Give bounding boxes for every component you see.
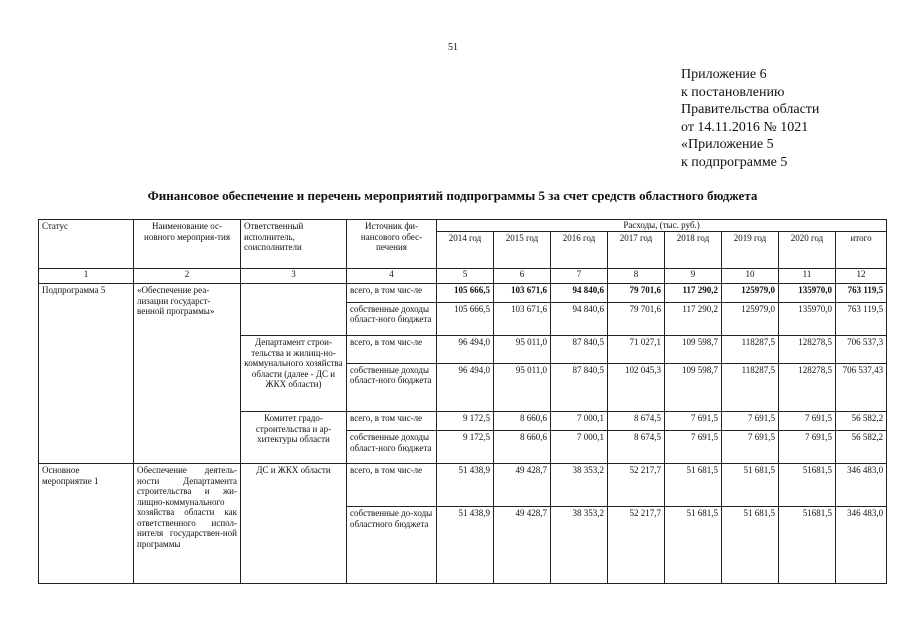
amount-cell: 7 691,5	[722, 431, 779, 464]
amount-cell: 95 011,0	[494, 363, 551, 412]
amount-cell: 7 691,5	[779, 412, 836, 431]
header-row	[39, 220, 887, 232]
executor-cell: Департамент строи-тельства и жилищ-но-коммунального хозяйства области (далее - ДС и ЖКХ области)	[241, 336, 347, 412]
amount-cell: 706 537,3	[836, 336, 887, 364]
amount-cell: 51 438,9	[437, 507, 494, 584]
amount-cell: 7 000,1	[551, 412, 608, 431]
amount-cell: 51 681,5	[722, 464, 779, 507]
amount-cell: 9 172,5	[437, 412, 494, 431]
column-number: 8	[608, 268, 665, 284]
column-number: 12	[836, 268, 887, 284]
header-year: 2015 год	[494, 231, 551, 268]
amount-cell: 135970,0	[779, 302, 836, 335]
amount-cell: 79 701,6	[608, 302, 665, 335]
column-number: 4	[347, 268, 437, 284]
header-name: Наименование ос-новного мероприя-тия	[134, 220, 241, 269]
amount-cell: 94 840,6	[551, 284, 608, 303]
source-cell: собственные доходы област-ного бюджета	[347, 302, 437, 335]
amount-cell: 8 660,6	[494, 431, 551, 464]
header-executor: Ответственный исполнитель, соисполнители	[241, 220, 347, 269]
header-year: 2018 год	[665, 231, 722, 268]
amount-cell: 38 353,2	[551, 464, 608, 507]
amount-cell: 38 353,2	[551, 507, 608, 584]
header-year: 2019 год	[722, 231, 779, 268]
executor-cell	[241, 284, 347, 336]
column-number: 2	[134, 268, 241, 284]
status-cell: Подпрограмма 5	[39, 284, 134, 464]
table-row	[39, 284, 887, 303]
amount-cell: 105 666,5	[437, 284, 494, 303]
source-cell: собственные доходы област-ного бюджета	[347, 363, 437, 412]
amount-cell: 103 671,6	[494, 284, 551, 303]
amount-cell: 49 428,7	[494, 464, 551, 507]
financing-table	[38, 219, 887, 584]
amount-cell: 51681,5	[779, 464, 836, 507]
amount-cell: 51 681,5	[665, 507, 722, 584]
amount-cell: 117 290,2	[665, 302, 722, 335]
amount-cell: 763 119,5	[836, 284, 887, 303]
amount-cell: 56 582,2	[836, 412, 887, 431]
amount-cell: 706 537,43	[836, 363, 887, 412]
amount-cell: 7 691,5	[779, 431, 836, 464]
column-numbers-row	[39, 268, 887, 284]
column-number: 7	[551, 268, 608, 284]
table-row	[39, 464, 887, 507]
amount-cell: 118287,5	[722, 336, 779, 364]
amount-cell: 51 681,5	[722, 507, 779, 584]
appendix-block	[681, 66, 819, 171]
amount-cell: 51 681,5	[665, 464, 722, 507]
source-cell: собственные до-ходы областного бюджета	[347, 507, 437, 584]
amount-cell: 8 660,6	[494, 412, 551, 431]
header-year: 2014 год	[437, 231, 494, 268]
status-cell: Основное мероприятие 1	[39, 464, 134, 584]
appendix-line: к постановлению	[681, 84, 785, 100]
amount-cell: 346 483,0	[836, 464, 887, 507]
amount-cell: 87 840,5	[551, 363, 608, 412]
source-cell: всего, в том чис-ле	[347, 412, 437, 431]
header-year: 2017 год	[608, 231, 665, 268]
amount-cell: 7 691,5	[665, 431, 722, 464]
amount-cell: 52 217,7	[608, 464, 665, 507]
amount-cell: 79 701,6	[608, 284, 665, 303]
amount-cell: 7 691,5	[722, 412, 779, 431]
source-cell: всего, в том чис-ле	[347, 284, 437, 303]
header-year: итого	[836, 231, 887, 268]
amount-cell: 8 674,5	[608, 412, 665, 431]
header-expenses: Расходы, (тыс. руб.)	[437, 220, 887, 232]
amount-cell: 95 011,0	[494, 336, 551, 364]
amount-cell: 109 598,7	[665, 336, 722, 364]
amount-cell: 125979,0	[722, 284, 779, 303]
amount-cell: 52 217,7	[608, 507, 665, 584]
amount-cell: 56 582,2	[836, 431, 887, 464]
amount-cell: 117 290,2	[665, 284, 722, 303]
header-status: Статус	[39, 220, 134, 269]
amount-cell: 7 000,1	[551, 431, 608, 464]
appendix-line: «Приложение 5	[681, 137, 774, 152]
amount-cell: 135970,0	[779, 284, 836, 303]
amount-cell: 118287,5	[722, 363, 779, 412]
amount-cell: 51681,5	[779, 507, 836, 584]
page-number: 51	[448, 42, 458, 53]
table-body	[39, 220, 887, 584]
executor-cell: Комитет градо-строительства и ар-хитектуры области	[241, 412, 347, 464]
executor-cell: ДС и ЖКХ области	[241, 464, 347, 584]
header-source: Источник фи-нансового обес-печения	[347, 220, 437, 269]
column-number: 9	[665, 268, 722, 284]
amount-cell: 51 438,9	[437, 464, 494, 507]
amount-cell: 8 674,5	[608, 431, 665, 464]
source-cell: собственные доходы област-ного бюджета	[347, 431, 437, 464]
appendix-line: от 14.11.2016 № 1021	[681, 119, 809, 135]
amount-cell: 103 671,6	[494, 302, 551, 335]
amount-cell: 109 598,7	[665, 363, 722, 412]
amount-cell: 9 172,5	[437, 431, 494, 464]
amount-cell: 763 119,5	[836, 302, 887, 335]
column-number: 11	[779, 268, 836, 284]
amount-cell: 128278,5	[779, 336, 836, 364]
column-number: 5	[437, 268, 494, 284]
amount-cell: 71 027,1	[608, 336, 665, 364]
amount-cell: 128278,5	[779, 363, 836, 412]
amount-cell: 125979,0	[722, 302, 779, 335]
amount-cell: 105 666,5	[437, 302, 494, 335]
amount-cell: 7 691,5	[665, 412, 722, 431]
amount-cell: 94 840,6	[551, 302, 608, 335]
header-year: 2016 год	[551, 231, 608, 268]
source-cell: всего, в том чис-ле	[347, 336, 437, 364]
amount-cell: 87 840,5	[551, 336, 608, 364]
column-number: 1	[39, 268, 134, 284]
appendix-line: Приложение 6	[681, 67, 767, 82]
column-number: 6	[494, 268, 551, 284]
column-number: 3	[241, 268, 347, 284]
header-year: 2020 год	[779, 231, 836, 268]
amount-cell: 102 045,3	[608, 363, 665, 412]
activity-name-cell: Обеспечение деятель-ности Департамента строительства и жи-лищно-коммунального хозяйства области как ответственного испол-нителя государствен-ной программы	[134, 464, 241, 584]
column-number: 10	[722, 268, 779, 284]
appendix-line: Правительства области	[681, 102, 820, 117]
amount-cell: 346 483,0	[836, 507, 887, 584]
amount-cell: 96 494,0	[437, 336, 494, 364]
document-title: Финансовое обеспечение и перечень мероприятий подпрограммы 5 за счет средств областного бюджета	[147, 188, 758, 203]
amount-cell: 96 494,0	[437, 363, 494, 412]
source-cell: всего, в том чис-ле	[347, 464, 437, 507]
amount-cell: 49 428,7	[494, 507, 551, 584]
appendix-line: к подпрограмме 5	[681, 154, 788, 170]
activity-name-cell: «Обеспечение реа-лизации государст-венной программы»	[134, 284, 241, 464]
